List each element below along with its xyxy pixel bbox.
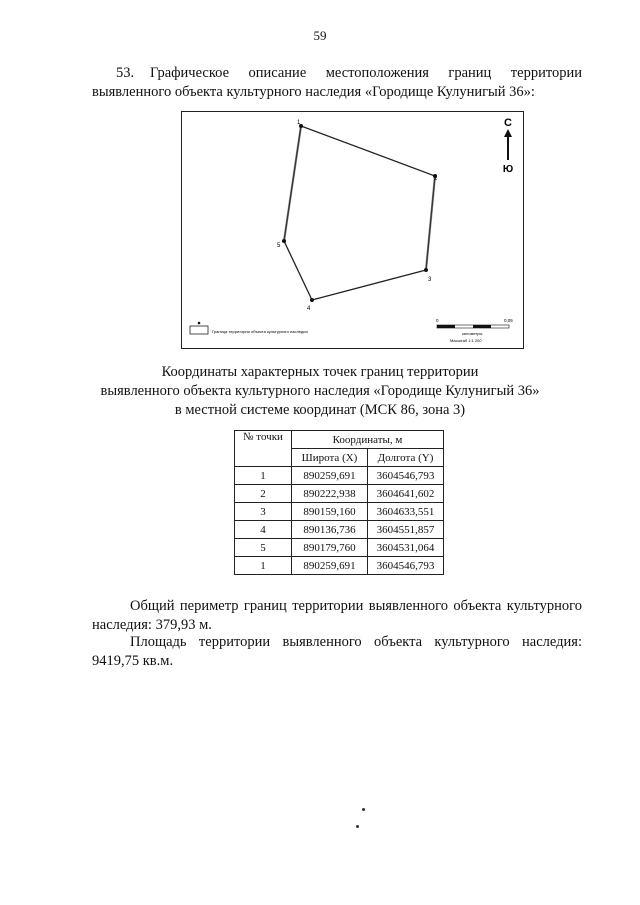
scale-units: километры xyxy=(462,331,483,336)
vertex-5 xyxy=(282,239,286,243)
table-header-row xyxy=(235,431,444,449)
table-row xyxy=(235,557,444,575)
cell-x: 890179,760 xyxy=(292,539,368,557)
vertex-label-4: 4 xyxy=(307,306,311,312)
vertex-label-2: 2 xyxy=(434,176,438,182)
table-body xyxy=(235,467,444,575)
cell-y: 3604531,064 xyxy=(368,539,444,557)
cell-y: 3604546,793 xyxy=(368,557,444,575)
scale-ratio: Масштаб 1:1 200 xyxy=(450,338,482,343)
table-row xyxy=(235,503,444,521)
table-row xyxy=(235,467,444,485)
legend-swatch-icon xyxy=(190,326,208,334)
header-coordinates: Координаты, м xyxy=(292,431,444,449)
area-paragraph: Площадь территории выявленного объекта культурного наследия: 9419,75 кв.м. xyxy=(92,634,582,669)
south-label: Ю xyxy=(502,164,514,175)
legend-text: Граница территории объекта культурного наследия xyxy=(212,329,308,334)
section-number: 53. xyxy=(116,65,135,81)
table-row xyxy=(235,539,444,557)
section-heading xyxy=(92,64,582,102)
vertex-label-3: 3 xyxy=(428,277,432,283)
header-point: № точки xyxy=(235,431,292,467)
cell-x: 890259,691 xyxy=(292,557,368,575)
header-x: Широта (X) xyxy=(292,449,368,467)
cell-x: 890259,691 xyxy=(292,467,368,485)
scale-bar xyxy=(436,318,513,343)
coordinates-title-line2: выявленного объекта культурного наследия «Городище Кулунигый 36» xyxy=(100,383,540,399)
vertex-3 xyxy=(424,268,428,272)
map-legend xyxy=(190,322,308,334)
north-arrow-icon xyxy=(503,117,513,175)
cell-x: 890222,938 xyxy=(292,485,368,503)
vertex-label-1: 1 xyxy=(297,120,301,126)
scale-zero: 0 xyxy=(436,318,439,323)
cell-x: 890136,736 xyxy=(292,521,368,539)
cell-point: 1 xyxy=(235,467,292,485)
cell-point: 5 xyxy=(235,539,292,557)
cell-y: 3604546,793 xyxy=(368,467,444,485)
north-label: С xyxy=(504,117,512,129)
cell-point: 1 xyxy=(235,557,292,575)
cell-y: 3604641,602 xyxy=(368,485,444,503)
header-y: Долгота (Y) xyxy=(368,449,444,467)
vertex-4 xyxy=(310,298,314,302)
table-row xyxy=(235,521,444,539)
coordinates-title-line3: в местной системе координат (МСК 86, зона 3) xyxy=(174,402,466,418)
cell-point: 3 xyxy=(235,503,292,521)
cell-y: 3604551,857 xyxy=(368,521,444,539)
boundary-edge-5-1 xyxy=(284,126,301,241)
boundary-edge-2-3 xyxy=(426,176,435,270)
boundary-map-canvas xyxy=(182,112,523,348)
cell-x: 890159,160 xyxy=(292,503,368,521)
scale-max: 0,05 xyxy=(504,318,513,323)
stray-mark xyxy=(356,825,359,828)
stray-mark xyxy=(362,808,365,811)
territory-boundary xyxy=(284,126,435,300)
coordinates-title xyxy=(0,363,640,420)
coordinates-title-line1: Координаты характерных точек границ территории xyxy=(161,364,479,380)
perimeter-paragraph: Общий периметр границ территории выявленного объекта культурного наследия: 379,93 м. xyxy=(92,598,582,633)
page-number: 59 xyxy=(313,28,327,43)
table-row xyxy=(235,485,444,503)
cell-y: 3604633,551 xyxy=(368,503,444,521)
coordinates-table xyxy=(234,430,444,575)
cell-point: 2 xyxy=(235,485,292,503)
vertex-label-5: 5 xyxy=(277,243,281,249)
cell-point: 4 xyxy=(235,521,292,539)
section-heading-text: Графическое описание местоположения границ территории выявленного объекта культурного наследия «Городище Кулунигый 36»: xyxy=(92,65,582,100)
boundary-map xyxy=(181,111,524,349)
